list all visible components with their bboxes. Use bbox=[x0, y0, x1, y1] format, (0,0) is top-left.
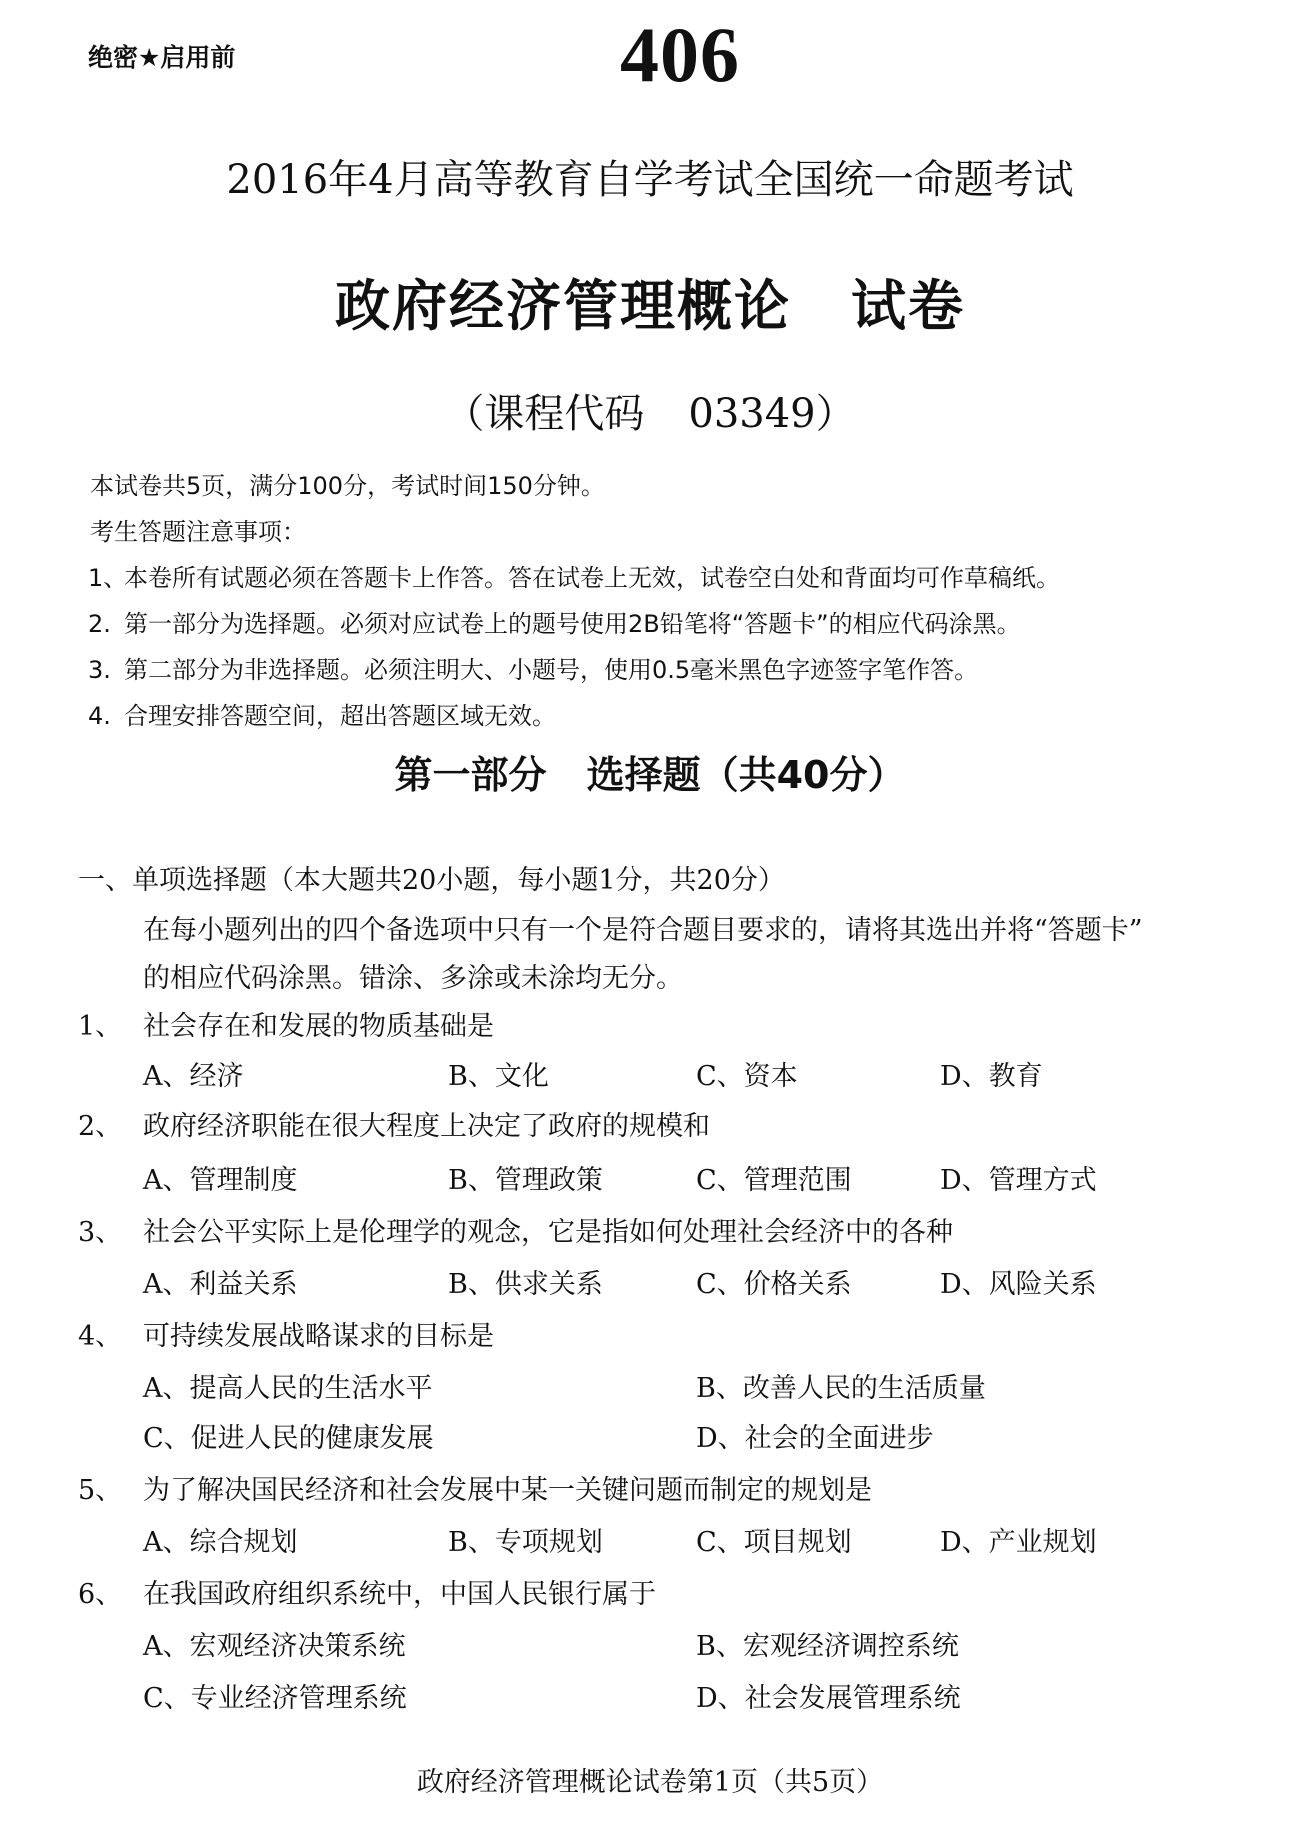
part-title bbox=[0, 744, 1300, 799]
notice-text: 第二部分为非选择题。必须注明大、小题号，使用0.5毫米黑色字迹签字笔作答。 bbox=[124, 656, 979, 684]
notice-number: 2. bbox=[88, 610, 111, 638]
question bbox=[78, 1572, 656, 1611]
course-code-label: （课程代码 bbox=[444, 391, 645, 437]
notice-number: 1、 bbox=[88, 564, 128, 592]
option: A、管理制度 bbox=[143, 1165, 298, 1196]
question-text: 为了解决国民经济和社会发展中某一关键问题而制定的规划是 bbox=[143, 1475, 872, 1506]
notice-item bbox=[88, 650, 978, 685]
option: B、专项规划 bbox=[448, 1527, 603, 1558]
option: D、管理方式 bbox=[940, 1165, 1097, 1196]
option: A、宏观经济决策系统 bbox=[143, 1631, 406, 1662]
secret-label: 绝密★启用前 bbox=[88, 43, 236, 72]
question-text: 政府经济职能在很大程度上决定了政府的规模和 bbox=[143, 1111, 710, 1142]
option: D、风险关系 bbox=[940, 1269, 1097, 1300]
option: B、管理政策 bbox=[448, 1165, 603, 1196]
question-text: 社会存在和发展的物质基础是 bbox=[143, 1011, 494, 1042]
option: B、宏观经济调控系统 bbox=[696, 1631, 959, 1662]
option: D、产业规划 bbox=[940, 1527, 1097, 1558]
option: B、改善人民的生活质量 bbox=[696, 1373, 986, 1404]
option: B、供求关系 bbox=[448, 1269, 603, 1300]
notice-item bbox=[88, 558, 1060, 593]
question bbox=[78, 1104, 710, 1143]
question bbox=[78, 1314, 494, 1353]
question-number: 3、 bbox=[78, 1217, 123, 1248]
question-number: 2、 bbox=[78, 1111, 123, 1142]
option: A、综合规划 bbox=[143, 1527, 298, 1558]
option: A、经济 bbox=[143, 1061, 244, 1092]
option: C、资本 bbox=[696, 1061, 798, 1092]
part-subtitle: 选择题（共40分） bbox=[586, 753, 906, 797]
option: A、提高人民的生活水平 bbox=[143, 1373, 433, 1404]
option: A、利益关系 bbox=[143, 1269, 298, 1300]
paper-code: 406 bbox=[620, 11, 740, 98]
notice-number: 3. bbox=[88, 656, 111, 684]
question-number: 1、 bbox=[78, 1011, 123, 1042]
question bbox=[78, 1468, 872, 1507]
option: D、社会的全面进步 bbox=[696, 1423, 934, 1454]
notice-item bbox=[88, 604, 1021, 639]
page-footer: 政府经济管理概论试卷第1页（共5页） bbox=[416, 1767, 884, 1798]
option: C、项目规划 bbox=[696, 1527, 852, 1558]
option: C、促进人民的健康发展 bbox=[143, 1423, 434, 1454]
option: D、教育 bbox=[940, 1061, 1043, 1092]
notice-text: 第一部分为选择题。必须对应试卷上的题号使用2B铅笔将“答题卡”的相应代码涂黑。 bbox=[124, 610, 1021, 638]
notice-number: 4. bbox=[88, 702, 111, 730]
question-number: 5、 bbox=[78, 1475, 123, 1506]
question-number: 4、 bbox=[78, 1321, 123, 1352]
option: B、文化 bbox=[448, 1061, 549, 1092]
exam-title: 2016年4月高等教育自学考试全国统一命题考试 bbox=[226, 157, 1074, 203]
part-name: 第一部分 bbox=[394, 753, 547, 797]
course-code bbox=[0, 382, 1300, 439]
option: C、管理范围 bbox=[696, 1165, 852, 1196]
question-number: 6、 bbox=[78, 1579, 123, 1610]
option: C、价格关系 bbox=[696, 1269, 852, 1300]
section-heading: 一、单项选择题（本大题共20小题，每小题1分，共20分） bbox=[78, 865, 785, 896]
notice-title: 考生答题注意事项： bbox=[90, 518, 306, 546]
notice-item bbox=[88, 696, 556, 731]
question bbox=[78, 1210, 953, 1249]
paper-subject: 政府经济管理概论 bbox=[334, 273, 791, 338]
option: C、专业经济管理系统 bbox=[143, 1683, 407, 1714]
question-text: 社会公平实际上是伦理学的观念，它是指如何处理社会经济中的各种 bbox=[143, 1217, 953, 1248]
question bbox=[78, 1004, 494, 1043]
section-description: 在每小题列出的四个备选项中只有一个是符合题目要求的，请将其选出并将“答题卡” bbox=[143, 915, 1143, 946]
paper-kind: 试卷 bbox=[851, 273, 966, 338]
question-text: 可持续发展战略谋求的目标是 bbox=[143, 1321, 494, 1352]
paper-title bbox=[0, 262, 1300, 341]
course-code-value: 03349） bbox=[688, 391, 856, 437]
option: D、社会发展管理系统 bbox=[696, 1683, 961, 1714]
notice-text: 本卷所有试题必须在答题卡上作答。答在试卷上无效，试卷空白处和背面均可作草稿纸。 bbox=[124, 564, 1060, 592]
notice-text: 合理安排答题空间，超出答题区域无效。 bbox=[124, 702, 556, 730]
question-text: 在我国政府组织系统中，中国人民银行属于 bbox=[143, 1579, 656, 1610]
paper-summary: 本试卷共5页，满分100分，考试时间150分钟。 bbox=[90, 472, 605, 500]
section-description: 的相应代码涂黑。错涂、多涂或未涂均无分。 bbox=[143, 963, 683, 994]
